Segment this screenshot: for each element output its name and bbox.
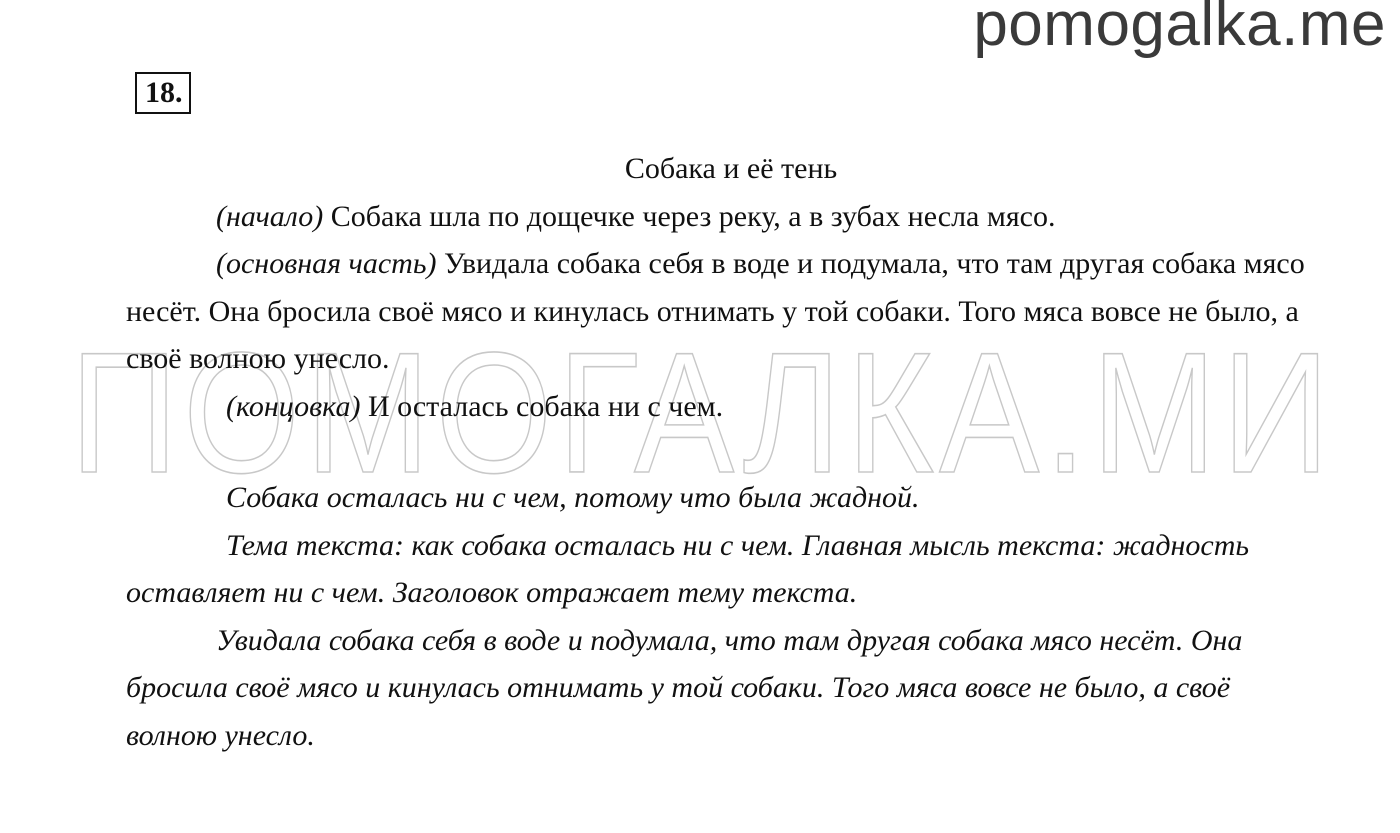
story-beginning bbox=[126, 193, 1316, 241]
answer-main-part-copy: Увидала собака себя в воде и подумала, что там другая собака мясо несёт. Она бросила своё мясо и кинулась отнимать у той собаки. Того мяса вовсе не было, а своё волною унесло. bbox=[126, 623, 1243, 752]
main-part-label: (основная часть) bbox=[216, 247, 437, 280]
story-ending bbox=[126, 383, 1316, 431]
story-main-part bbox=[126, 240, 1316, 383]
story-title: Собака и её тень bbox=[624, 152, 838, 185]
main-part-text: Увидала собака себя в воде и подумала, что там другая собака мясо несёт. Она бросила своё мясо и кинулась отнимать у той собаки. Того мяса вовсе не было, а своё волною унесло. bbox=[126, 247, 1305, 375]
answer-conclusion: Собака осталась ни с чем, потому что была жадной. bbox=[226, 481, 920, 514]
beginning-text: Собака шла по дощечке через реку, а в зубах несла мясо. bbox=[323, 199, 1056, 233]
watermark-text: ПОМОГАЛКА.МИ bbox=[70, 346, 1335, 476]
document-body bbox=[126, 145, 1316, 759]
task-number: 18. bbox=[135, 72, 191, 114]
beginning-label: (начало) bbox=[216, 199, 324, 233]
spacer bbox=[126, 430, 1316, 474]
ending-text: И осталась собака ни с чем. bbox=[360, 389, 724, 423]
ending-label: (концовка) bbox=[226, 389, 361, 423]
answer-theme: Тема текста: как собака осталась ни с чем. Главная мысль текста: жадность оставляет ни с чем. Заголовок отражает тему текста. bbox=[126, 528, 1250, 609]
site-logo: pomogalka.me bbox=[973, 0, 1386, 59]
